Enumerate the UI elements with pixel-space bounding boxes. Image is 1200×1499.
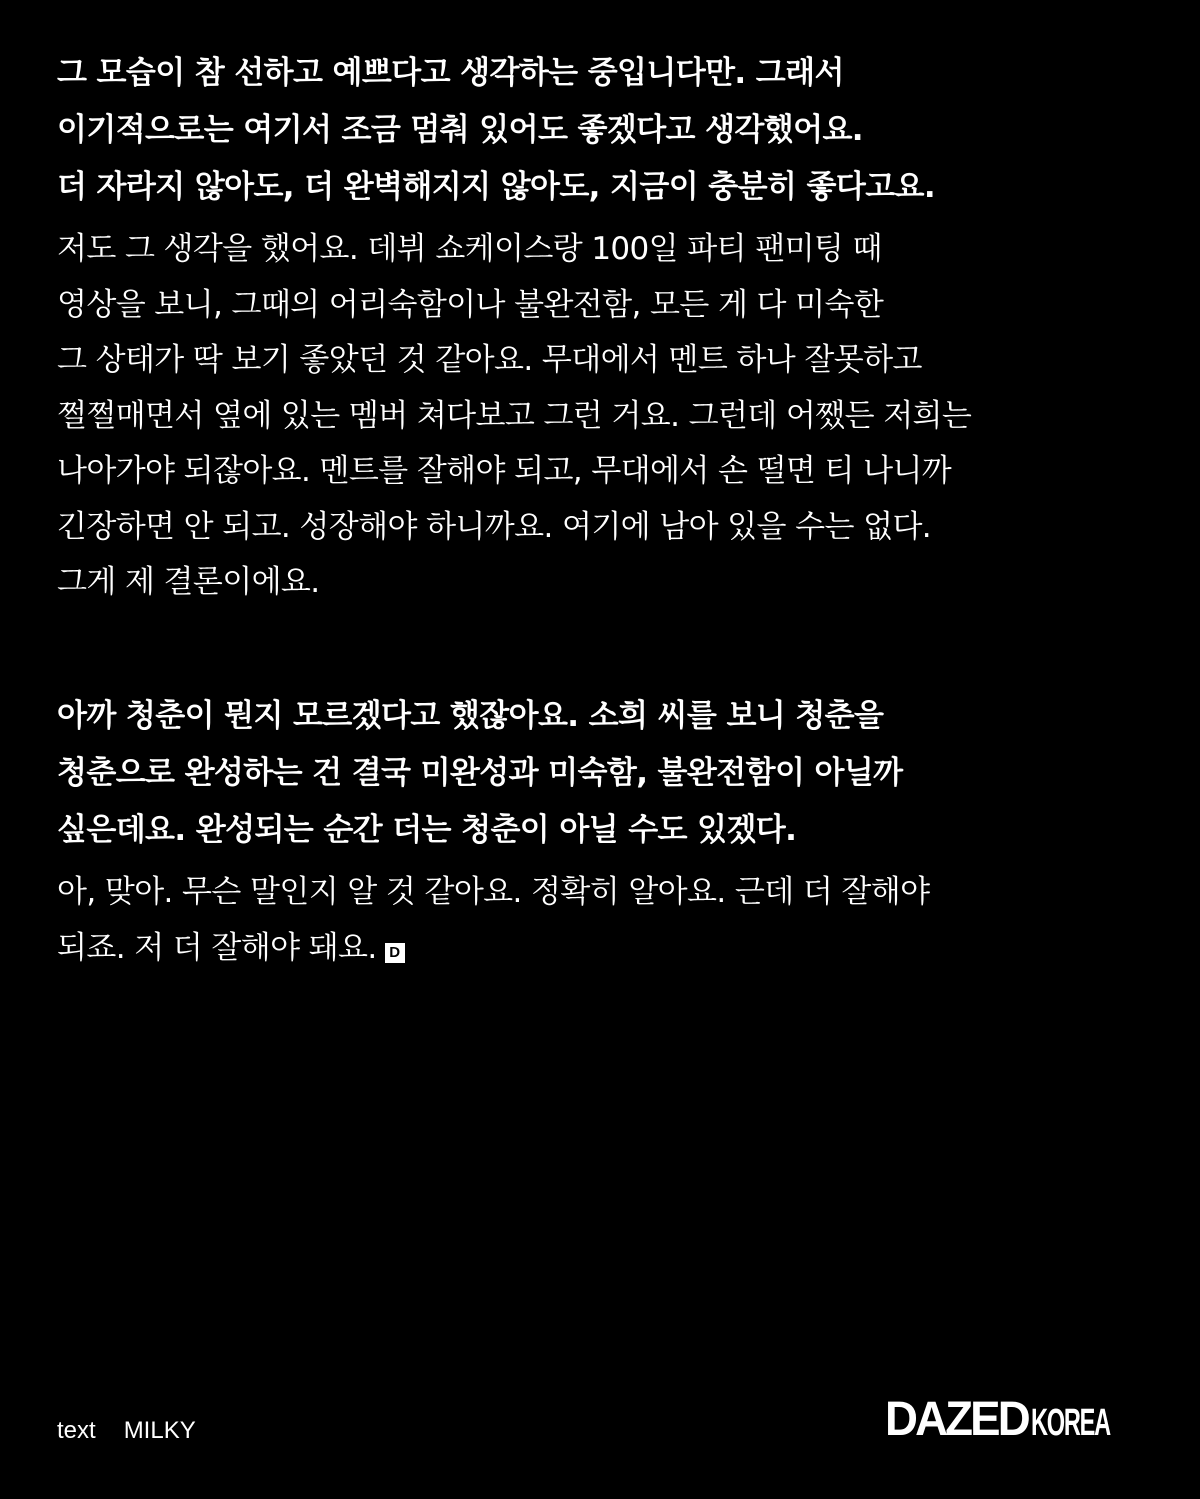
- interview-answer-1: [57, 222, 1147, 611]
- question-line: 청춘으로 완성하는 건 결국 미완성과 미숙함, 불완전함이 아닐까: [57, 755, 903, 791]
- interview-answer-2: [57, 865, 1147, 976]
- logo-main: DAZED: [885, 1393, 1028, 1446]
- question-line: 이기적으로는 여기서 조금 멈춰 있어도 좋겠다고 생각했어요.: [57, 112, 863, 148]
- credit: [57, 1414, 196, 1448]
- answer-line: 긴장하면 안 되고. 성장해야 하니까요. 여기에 남아 있을 수는 없다.: [57, 508, 932, 545]
- answer-line: 그게 제 결론이에요.: [57, 564, 320, 600]
- answer-line: 아, 맞아. 무슨 말인지 알 것 같아요. 정확히 알아요. 근데 더 잘해야: [57, 874, 930, 910]
- end-mark-icon: D: [385, 943, 405, 963]
- answer-line-text: 되죠. 저 더 잘해야 돼요.: [57, 929, 377, 966]
- answer-line: 쩔쩔매면서 옆에 있는 멤버 쳐다보고 그런 거요. 그런데 어쨌든 저희는: [57, 397, 972, 434]
- question-line: 아까 청춘이 뭔지 모르겠다고 했잖아요. 소희 씨를 보니 청춘을: [57, 698, 884, 734]
- interview-question-1: [57, 45, 1147, 216]
- answer-line: 저도 그 생각을 했어요. 데뷔 쇼케이스랑 100일 파티 팬미팅 때: [57, 231, 882, 267]
- answer-line: 영상을 보니, 그때의 어리숙함이나 불완전함, 모든 게 다 미숙한: [57, 286, 884, 323]
- interview-question-2: [57, 688, 1147, 859]
- question-line: 싶은데요. 완성되는 순간 더는 청춘이 아닐 수도 있겠다.: [57, 812, 797, 848]
- dazed-korea-logo: [885, 1393, 1159, 1446]
- answer-line: 나아가야 되잖아요. 멘트를 잘해야 되고, 무대에서 손 떨면 티 나니까: [57, 453, 952, 489]
- answer-line: 그 상태가 딱 보기 좋았던 것 같아요. 무대에서 멘트 하나 잘못하고: [57, 342, 922, 378]
- answer-line-last: [57, 921, 1147, 977]
- question-line: 그 모습이 참 선하고 예쁘다고 생각하는 중입니다만. 그래서: [57, 55, 844, 91]
- credit-name: MILKY: [123, 1417, 196, 1444]
- credit-label: text: [57, 1417, 96, 1444]
- question-line: 더 자라지 않아도, 더 완벽해지지 않아도, 지금이 충분히 좋다고요.: [57, 169, 936, 205]
- logo-sub: KOREA: [1031, 1402, 1111, 1444]
